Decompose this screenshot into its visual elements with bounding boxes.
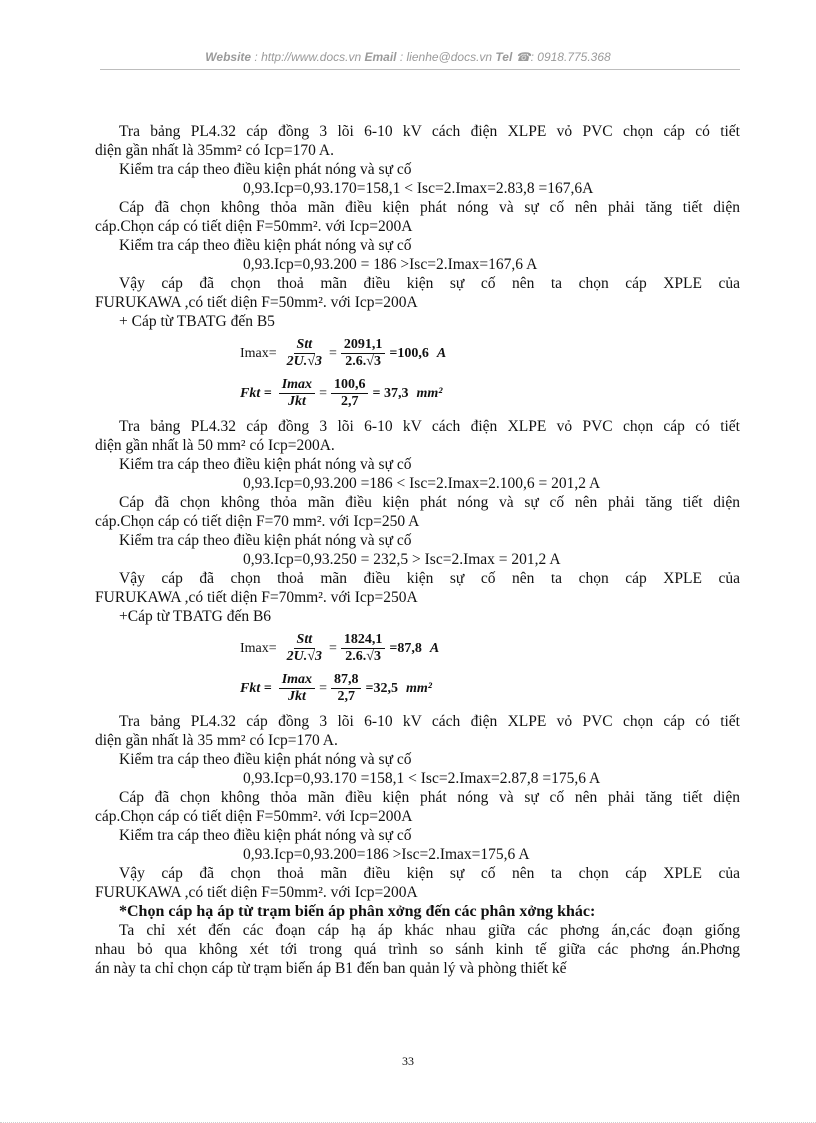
paragraph: FURUKAWA ,có tiết diện F=50mm². với Icp=200A <box>95 884 418 901</box>
paragraph: Vậy cáp đã chọn thoả mãn điều kiện sự cố nên ta chọn cáp XPLE của <box>119 275 740 292</box>
fraction: $\frac{\text{Stt}}{2U.√3}$ <box>286 632 322 664</box>
fkt-label: Fkt = <box>240 386 272 401</box>
paragraph: nhau bỏ qua không xét tới trong quá trình so sánh kinh tế giữa các phơng án.Phơng <box>95 941 740 958</box>
section-item: + Cáp từ TBATG đến B5 <box>119 313 275 330</box>
result-value: =87,8 <box>389 641 422 656</box>
unit: mm² <box>416 386 443 401</box>
email-label: Email <box>364 50 397 64</box>
imax-equation: Imax= $\frac{\text{Stt}}{2U.√3}$ = $\frac{1824,1}{2.6.√3}$ =87,8 A <box>240 632 440 664</box>
paragraph: án này ta chỉ chọn cáp từ trạm biến áp B1 đến ban quản lý và phòng thiết kế <box>95 960 567 977</box>
fraction: $\frac{1824,1}{2.6.√3}$ <box>341 632 386 665</box>
result-value: =32,5 <box>365 681 398 696</box>
fraction: $\frac{2091,1}{2.6.√3}$ <box>341 337 386 370</box>
unit: A <box>436 346 447 361</box>
fraction: $\frac{87,8}{2,7}$ <box>331 672 362 705</box>
fkt-label: Fkt = <box>240 681 272 696</box>
header-divider <box>100 69 740 70</box>
paragraph: Kiểm tra cáp theo điều kiện phát nóng và sự cố <box>119 456 412 473</box>
paragraph: diện gần nhất là 50 mm² có Icp=200A. <box>95 437 335 454</box>
paragraph: Kiểm tra cáp theo điều kiện phát nóng và sự cố <box>119 532 412 549</box>
paragraph: Ta chỉ xét đến các đoạn cáp hạ áp khác nhau giữa các phơng án,các đoạn giống <box>119 922 740 939</box>
result-value: =100,6 <box>389 346 429 361</box>
paragraph: diện gần nhất là 35 mm² có Icp=170 A. <box>95 732 338 749</box>
paragraph: Kiểm tra cáp theo điều kiện phát nóng và sự cố <box>119 237 412 254</box>
inequality: 0,93.Icp=0,93.200=186 >Isc=2.Imax=175,6 A <box>243 846 530 863</box>
fraction: $\frac{Imax}{\text{Jkt}}$ <box>279 377 315 410</box>
fraction: $\frac{\text{Stt}}{2U.√3}$ <box>286 337 322 369</box>
unit: mm² <box>405 681 432 696</box>
inequality: 0,93.Icp=0,93.200 = 186 >Isc=2.Imax=167,6 A <box>243 256 538 273</box>
fraction: $\frac{100,6}{2,7}$ <box>331 377 369 410</box>
imax-label: Imax= <box>240 346 277 361</box>
fraction: $\frac{Imax}{\text{Jkt}}$ <box>279 672 315 705</box>
email-value: : lienhe@docs.vn <box>399 50 493 64</box>
formula-block-b5 <box>95 333 740 413</box>
imax-equation: Imax= $\frac{\text{Stt}}{2U.√3}$ = $\frac{2091,1}{2.6.√3}$ =100,6 A <box>240 337 447 369</box>
paragraph: Tra bảng PL4.32 cáp đồng 3 lõi 6-10 kV cách điện XLPE vỏ PVC chọn cáp có tiết <box>119 123 740 140</box>
document-body <box>95 122 740 978</box>
section-item: +Cáp từ TBATG đến B6 <box>119 608 272 625</box>
inequality: 0,93.Icp=0,93.200 =186 < Isc=2.Imax=2.100,6 = 201,2 A <box>243 475 601 492</box>
unit: A <box>429 641 440 656</box>
paragraph: Kiểm tra cáp theo điều kiện phát nóng và sự cố <box>119 827 412 844</box>
section-heading: *Chọn cáp hạ áp từ trạm biến áp phân xởng đến các phân xởng khác: <box>119 903 596 920</box>
inequality: 0,93.Icp=0,93.170 =158,1 < Isc=2.Imax=2.87,8 =175,6 A <box>243 770 601 787</box>
paragraph: Cáp đã chọn không thỏa mãn điều kiện phát nóng và sự cố nên phải tăng tiết diện <box>119 199 740 216</box>
paragraph: Kiểm tra cáp theo điều kiện phát nóng và sự cố <box>119 161 412 178</box>
paragraph: Kiểm tra cáp theo điều kiện phát nóng và sự cố <box>119 751 412 768</box>
page-header <box>0 50 816 64</box>
website-value: : http://www.docs.vn <box>254 50 362 64</box>
paragraph: Cáp đã chọn không thỏa mãn điều kiện phát nóng và sự cố nên phải tăng tiết diện <box>119 789 740 806</box>
paragraph: FURUKAWA ,có tiết diện F=70mm². với Icp=250A <box>95 589 418 606</box>
result-value: = 37,3 <box>372 386 409 401</box>
fkt-equation: Fkt = $\frac{Imax}{\text{Jkt}}$ = $\frac{87,8}{2,7}$ =32,5 mm² <box>240 672 432 704</box>
paragraph: cáp.Chọn cáp có tiết diện F=50mm². với Icp=200A <box>95 218 413 235</box>
imax-label: Imax= <box>240 641 277 656</box>
website-label: Website <box>205 50 252 64</box>
tel-value: ☎: 0918.775.368 <box>515 50 611 64</box>
inequality: 0,93.Icp=0,93.250 = 232,5 > Isc=2.Imax = 201,2 A <box>243 551 561 568</box>
tel-label: Tel <box>495 50 513 64</box>
page-number: 33 <box>402 1054 414 1068</box>
paragraph: cáp.Chọn cáp có tiết diện F=70 mm². với Icp=250 A <box>95 513 420 530</box>
formula-block-b6 <box>95 628 740 708</box>
paragraph: Cáp đã chọn không thỏa mãn điều kiện phát nóng và sự cố nên phải tăng tiết diện <box>119 494 740 511</box>
fkt-equation: Fkt = $\frac{Imax}{\text{Jkt}}$ = $\frac{100,6}{2,7}$ = 37,3 mm² <box>240 377 443 409</box>
paragraph: diện gần nhất là 35mm² có Icp=170 A. <box>95 142 334 159</box>
paragraph: Tra bảng PL4.32 cáp đồng 3 lõi 6-10 kV cách điện XLPE vỏ PVC chọn cáp có tiết <box>119 713 740 730</box>
paragraph: FURUKAWA ,có tiết diện F=50mm². với Icp=200A <box>95 294 418 311</box>
paragraph: Vậy cáp đã chọn thoả mãn điều kiện sự cố nên ta chọn cáp XPLE của <box>119 865 740 882</box>
paragraph: Vậy cáp đã chọn thoả mãn điều kiện sự cố nên ta chọn cáp XPLE của <box>119 570 740 587</box>
inequality: 0,93.Icp=0,93.170=158,1 < Isc=2.Imax=2.83,8 =167,6A <box>243 180 594 197</box>
paragraph: Tra bảng PL4.32 cáp đồng 3 lõi 6-10 kV cách điện XLPE vỏ PVC chọn cáp có tiết <box>119 418 740 435</box>
paragraph: cáp.Chọn cáp có tiết diện F=50mm². với Icp=200A <box>95 808 413 825</box>
